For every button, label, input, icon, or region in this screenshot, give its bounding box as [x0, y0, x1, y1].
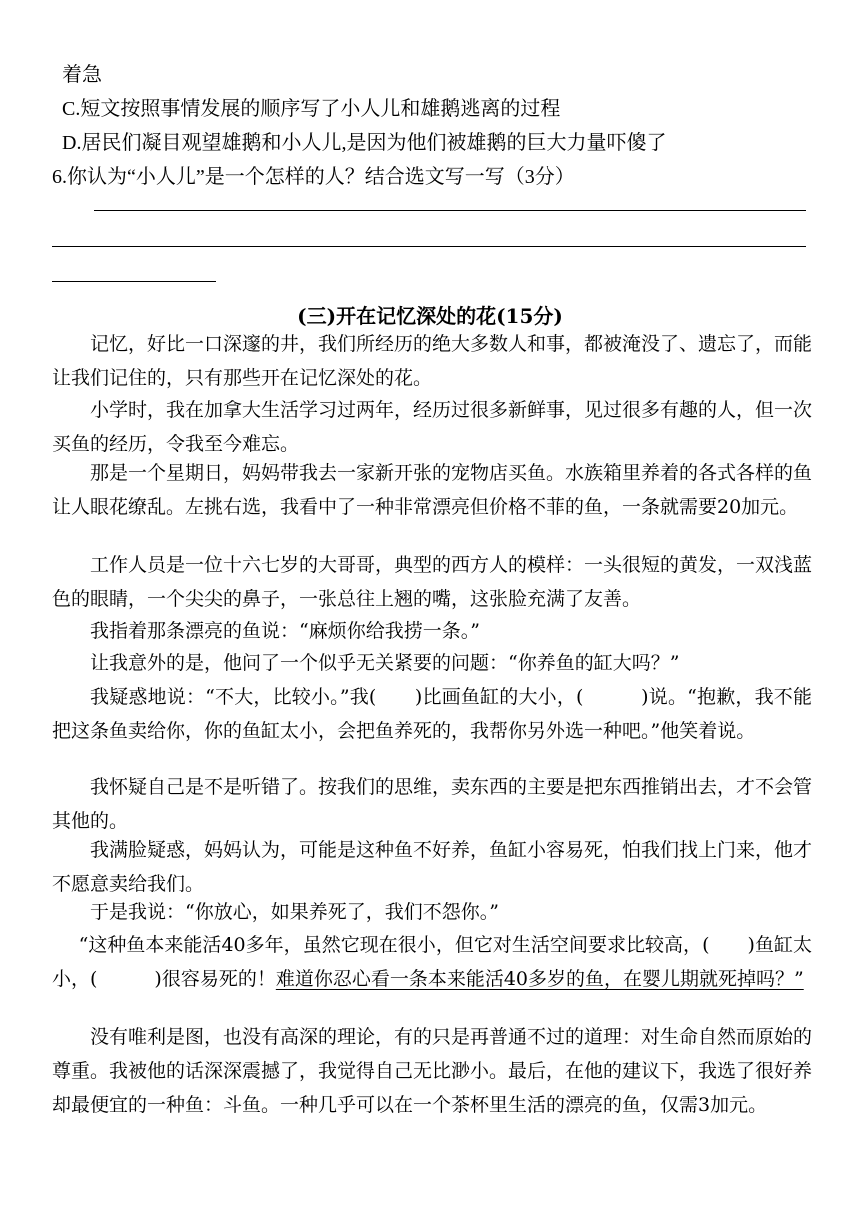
paragraph-2: 小学时，我在加拿大生活学习过两年，经历过很多新鲜事，见过很多有趣的人，但一次买鱼的经历，令我至今难忘。 — [52, 399, 813, 455]
paragraph-7: 我疑惑地说：“不大，比较小。”我( )比画鱼缸的大小，( )说。“抱歉，我不能把这条鱼卖给你，你的鱼缸太小，会把鱼养死的，我帮你另外选一种吧。”他笑着说。 — [52, 686, 812, 742]
underlined-sentence: 难道你忍心看一条本来能活40多岁的鱼，在婴儿期就死掉吗？” — [275, 968, 804, 990]
question-6: 6.你认为“小人儿”是一个怎样的人？结合选文写一写（3分） — [52, 166, 575, 188]
paragraph-8: 我怀疑自己是不是听错了。按我们的思维，卖东西的主要是把东西推销出去，才不会管其他的。 — [52, 776, 813, 832]
paragraph-9: 我满脸疑惑，妈妈认为，可能是这种鱼不好养，鱼缸小容易死，怕我们找上门来，他才不愿意卖给我们。 — [52, 839, 813, 895]
paragraph-3: 那是一个星期日，妈妈带我去一家新开张的宠物店买鱼。水族箱里养着的各式各样的鱼让人眼花缭乱。左挑右选，我看中了一种非常漂亮但价格不菲的鱼，一条就需要20加元。 — [52, 462, 813, 518]
paragraph-12: 没有唯利是图，也没有高深的理论，有的只是再普通不过的道理：对生命自然而原始的尊重。我被他的话深深震撼了，我觉得自己无比渺小。最后，在他的建议下，我选了很好养却最便宜的一种鱼：斗鱼。一种几乎可以在一个茶杯里生活的漂亮的鱼，仅需3加元。 — [52, 1026, 813, 1116]
question-5-option-d: D.居民们凝目观望雄鹅和小人儿,是因为他们被雄鹅的巨大力量吓傻了 — [62, 132, 667, 154]
answer-blank-line-1[interactable] — [94, 210, 806, 211]
paragraph-1: 记忆，好比一口深邃的井，我们所经历的绝大多数人和事，都被淹没了、遗忘了，而能让我们记住的，只有那些开在记忆深处的花。 — [52, 333, 813, 389]
paragraph-10: 于是我说：“你放心，如果养死了，我们不怨你。” — [90, 901, 499, 923]
paragraph-11-text: “这种鱼本来能活40多年，虽然它现在很小，但它对生活空间要求比较高，( )鱼缸太小，( )很容易死的！ — [52, 934, 812, 990]
paragraph-5: 我指着那条漂亮的鱼说：“麻烦你给我捞一条。” — [90, 620, 480, 642]
question-5-option-tail: 着急 — [62, 64, 102, 86]
question-5-option-c: C.短文按照事情发展的顺序写了小人儿和雄鹅逃离的过程 — [62, 98, 561, 120]
paragraph-11 — [52, 928, 812, 996]
answer-blank-line-3[interactable] — [52, 281, 216, 282]
section-title: (三)开在记忆深处的花(15分) — [297, 304, 563, 328]
paragraph-4: 工作人员是一位十六七岁的大哥哥，典型的西方人的模样：一头很短的黄发，一双浅蓝色的眼睛，一个尖尖的鼻子，一张总往上翘的嘴，这张脸充满了友善。 — [52, 554, 813, 610]
paragraph-6: 让我意外的是，他问了一个似乎无关紧要的问题：“你养鱼的缸大吗？” — [90, 652, 680, 674]
answer-blank-line-2[interactable] — [52, 246, 806, 247]
